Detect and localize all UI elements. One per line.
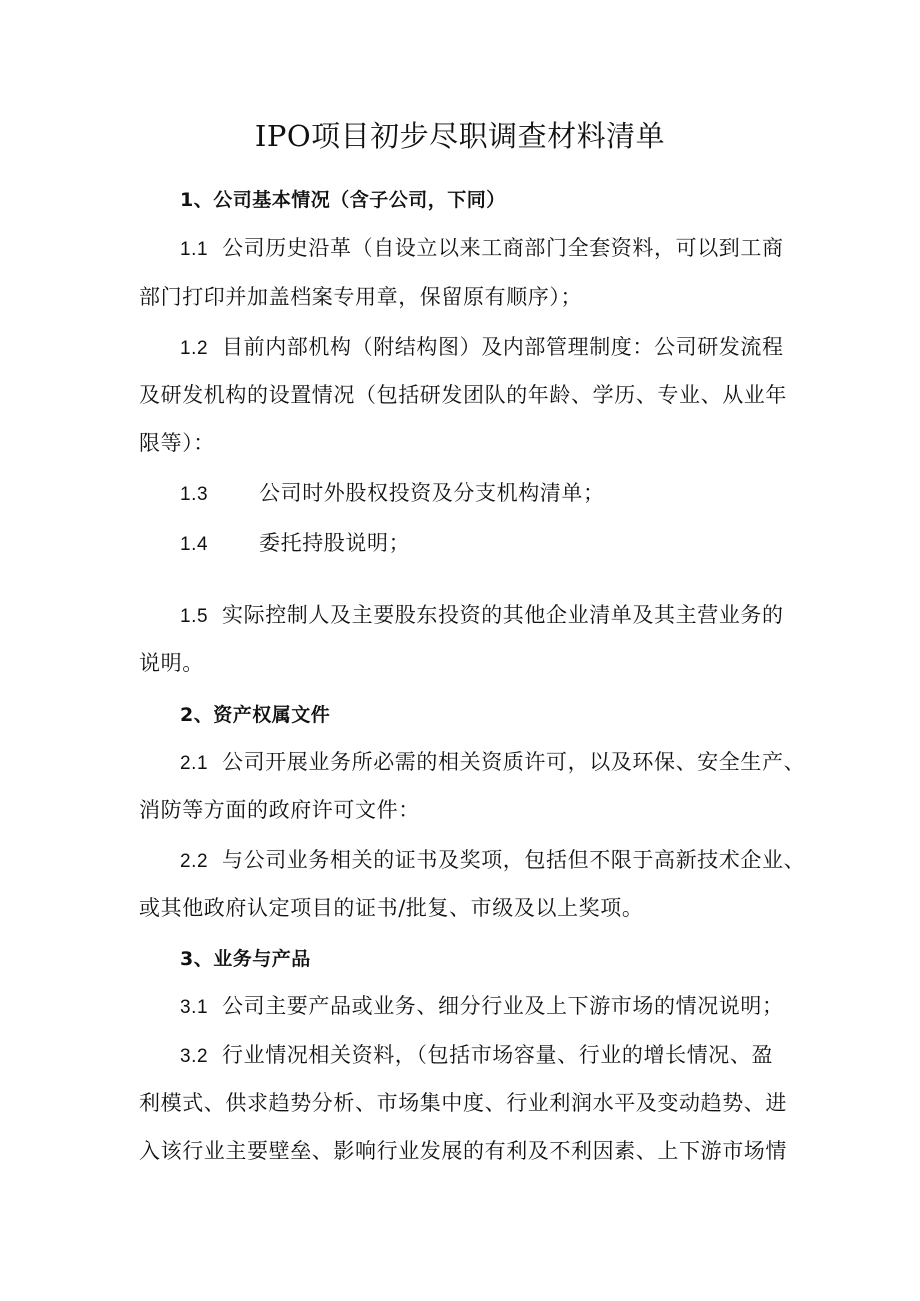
list-item-1-5 <box>180 600 784 632</box>
list-item-3-2-cont: 入该行业主要壁垒、影响行业发展的有利及不利因素、上下游市场情 <box>139 1139 787 1163</box>
item-text: 公司历史沿革（自设立以来工商部门全套资料，可以到工商 <box>222 236 784 260</box>
list-item-3-2 <box>180 1040 773 1072</box>
list-item-1-1 <box>180 233 784 265</box>
item-number: 1.2 <box>180 338 209 359</box>
list-item-1-1-cont: 部门打印并加盖档案专用章，保留原有顺序）； <box>139 285 583 309</box>
item-text: 与公司业务相关的证书及奖项，包括但不限于高新技术企业、 <box>222 848 806 872</box>
list-item-2-1 <box>180 747 805 779</box>
item-text: 实际控制人及主要股东投资的其他企业清单及其主营业务的 <box>222 603 784 627</box>
item-text: 公司时外股权投资及分支机构清单； <box>259 481 605 505</box>
item-number: 3.2 <box>180 1046 209 1067</box>
list-item-1-2-cont: 限等）： <box>139 431 215 455</box>
section-heading-1: 1、公司基本情况（含子公司，下同） <box>180 189 506 211</box>
document-title: IPO项目初步尽职调查材料清单 <box>254 119 666 153</box>
item-text: 目前内部机构（附结构图）及内部管理制度：公司研发流程 <box>222 335 784 359</box>
list-item-1-4 <box>180 528 410 560</box>
item-text: 行业情况相关资料，（包括市场容量、行业的增长情况、盈 <box>222 1043 774 1067</box>
list-item-3-2-cont: 利模式、供求趋势分析、市场集中度、行业利润水平及变动趋势、进 <box>139 1091 787 1115</box>
list-item-1-3 <box>180 478 605 510</box>
item-number: 2.1 <box>180 753 209 774</box>
list-item-1-5-cont: 说明。 <box>139 651 204 675</box>
item-number: 2.2 <box>180 851 209 872</box>
item-text: 公司开展业务所必需的相关资质许可，以及环保、安全生产、 <box>222 750 806 774</box>
list-item-2-1-cont: 消防等方面的政府许可文件： <box>139 798 420 822</box>
section-heading-3: 3、业务与产品 <box>180 948 311 970</box>
list-item-3-1 <box>180 991 784 1023</box>
list-item-1-2 <box>180 332 784 364</box>
item-number: 1.1 <box>180 239 209 260</box>
list-item-2-2 <box>180 845 805 877</box>
item-number: 1.5 <box>180 606 209 627</box>
item-text: 公司主要产品或业务、细分行业及上下游市场的情况说明； <box>222 994 784 1018</box>
item-text: 委托持股说明； <box>259 531 411 555</box>
item-number: 1.3 <box>180 484 209 505</box>
list-item-2-2-cont: 或其他政府认定项目的证书/批复、市级及以上奖项。 <box>139 896 644 920</box>
section-heading-2: 2、资产权属文件 <box>180 704 331 726</box>
item-number: 1.4 <box>180 534 209 555</box>
list-item-1-2-cont: 及研发机构的设置情况（包括研发团队的年龄、学历、专业、从业年 <box>139 383 787 407</box>
item-number: 3.1 <box>180 997 209 1018</box>
